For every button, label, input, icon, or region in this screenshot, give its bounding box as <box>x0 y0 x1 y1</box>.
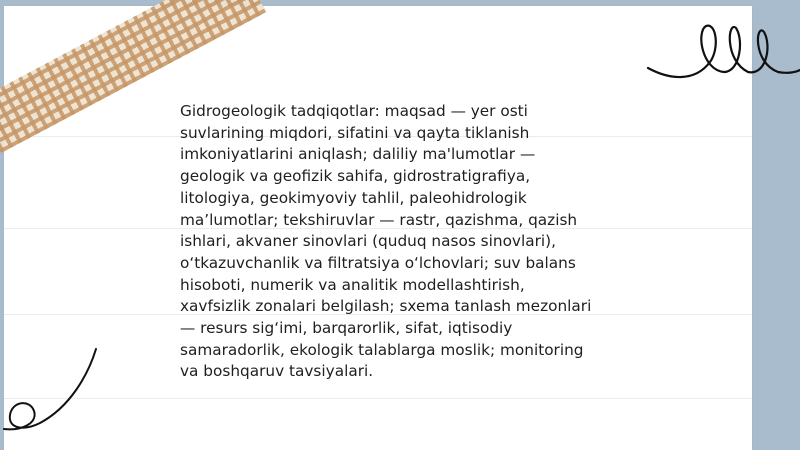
paper-rule-line <box>4 398 752 399</box>
loop-scribble-icon <box>640 10 800 90</box>
slide-body-text: Gidrogeologik tadqiqotlar: maqsad — yer osti suvlarining miqdori, sifatini va qayta tiklanish imkoniyatlarini aniqlash; daliliy ma'lumotlar — geologik va geofizik sahifa, gidrostratigrafiya, litologiya, geokimyoviy tahlil, paleohidrologik ma’lumotlar; tekshiruvlar — rastr, qazishma, qazish ishlari, akvaner sinovlari (quduq nasos sinovlari), o‘tkazuvchanlik va filtratsiya o‘lchovlari; suv balans hisoboti, numerik va analitik modellashtirish, xavfsizlik zonalari belgilash; sxema tanlash mezonlari — resurs sig‘imi, barqarorlik, sifat, iqtisodiy samaradorlik, ekologik talablarga moslik; monitoring va boshqaruv tavsiyalari. <box>180 102 592 381</box>
curl-scribble-icon <box>0 345 110 435</box>
